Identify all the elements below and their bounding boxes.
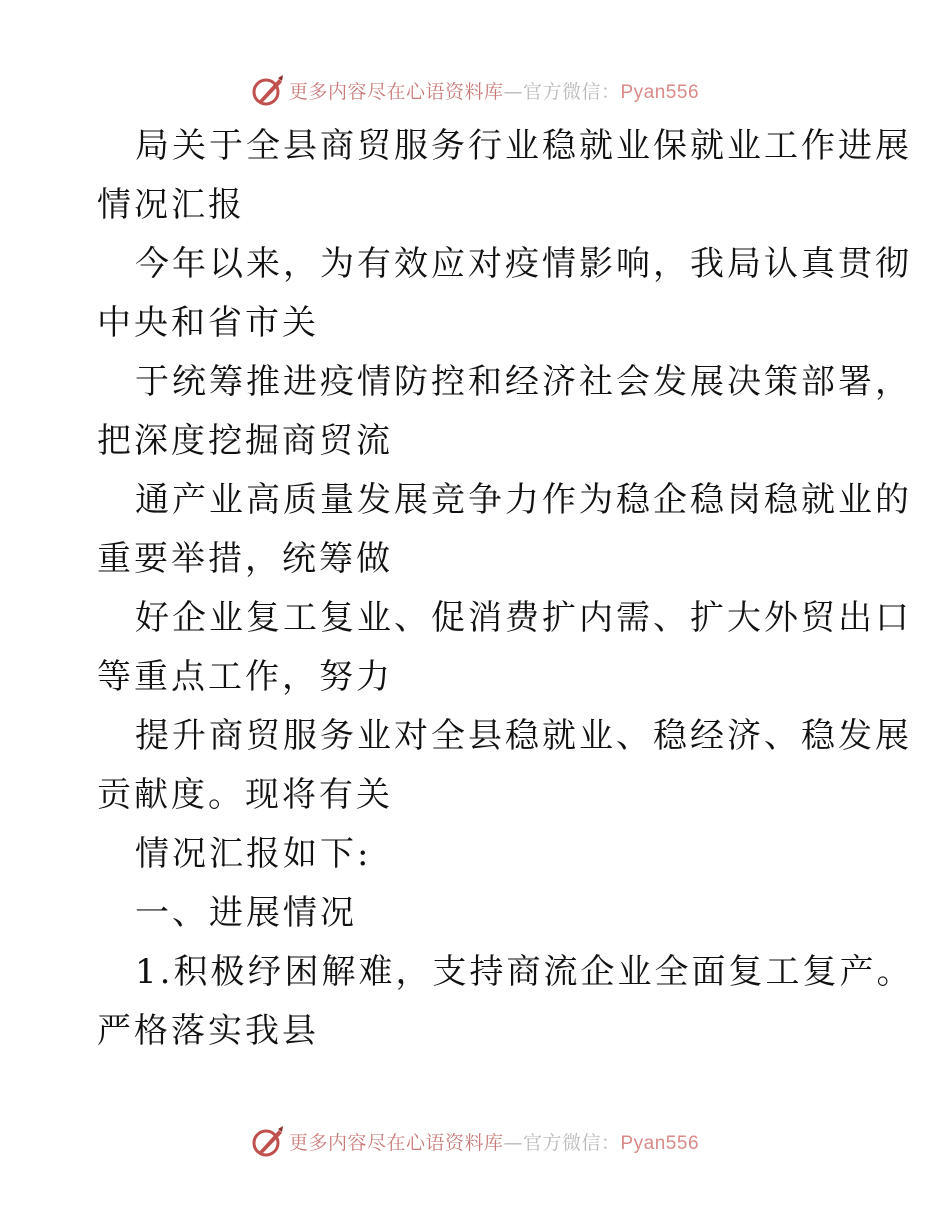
document-body xyxy=(97,117,914,1061)
document-line: 于统筹推进疫情防控和经济社会发展决策部署， xyxy=(135,362,912,402)
document-line: 情况汇报 xyxy=(97,185,245,225)
document-line: 把深度挖掘商贸流 xyxy=(97,421,393,461)
watermark-separator: — xyxy=(503,1131,523,1154)
section-heading: 一、进展情况 xyxy=(135,893,357,933)
document-line: 等重点工作，努力 xyxy=(97,657,393,697)
document-line: 中央和省市关 xyxy=(97,303,319,343)
watermark-brand-text: 更多内容尽在心语资料库 xyxy=(288,1131,504,1154)
document-line: 通产业高质量发展竞争力作为稳企稳岗稳就业的 xyxy=(135,480,912,520)
footer-watermark xyxy=(0,1121,950,1161)
document-line: 贡献度。现将有关 xyxy=(97,775,393,815)
watermark-contact-id: Pyan556 xyxy=(620,81,700,103)
watermark-contact-label: 官方微信： xyxy=(522,1131,621,1154)
document-line: 严格落实我县 xyxy=(97,1011,319,1051)
document-line: 重要举措，统筹做 xyxy=(97,539,393,579)
header-watermark xyxy=(0,70,950,110)
watermark-text xyxy=(289,1128,699,1155)
document-line: 1.积极纾困解难，支持商流企业全面复工复产。 xyxy=(135,952,914,992)
quill-pen-circle-icon xyxy=(251,73,285,107)
quill-pen-circle-icon xyxy=(251,1124,285,1158)
document-line: 好企业复工复业、促消费扩内需、扩大外贸出口 xyxy=(135,598,912,638)
document-line: 今年以来，为有效应对疫情影响，我局认真贯彻 xyxy=(135,244,912,284)
document-line: 局关于全县商贸服务行业稳就业保就业工作进展 xyxy=(135,126,912,166)
watermark-brand-text: 更多内容尽在心语资料库 xyxy=(288,80,504,103)
watermark-text xyxy=(289,77,699,104)
watermark-separator: — xyxy=(503,80,523,103)
document-line: 情况汇报如下: xyxy=(135,834,372,874)
watermark-contact-label: 官方微信： xyxy=(522,80,621,103)
document-line: 提升商贸服务业对全县稳就业、稳经济、稳发展 xyxy=(135,716,912,756)
watermark-contact-id: Pyan556 xyxy=(620,1132,700,1154)
